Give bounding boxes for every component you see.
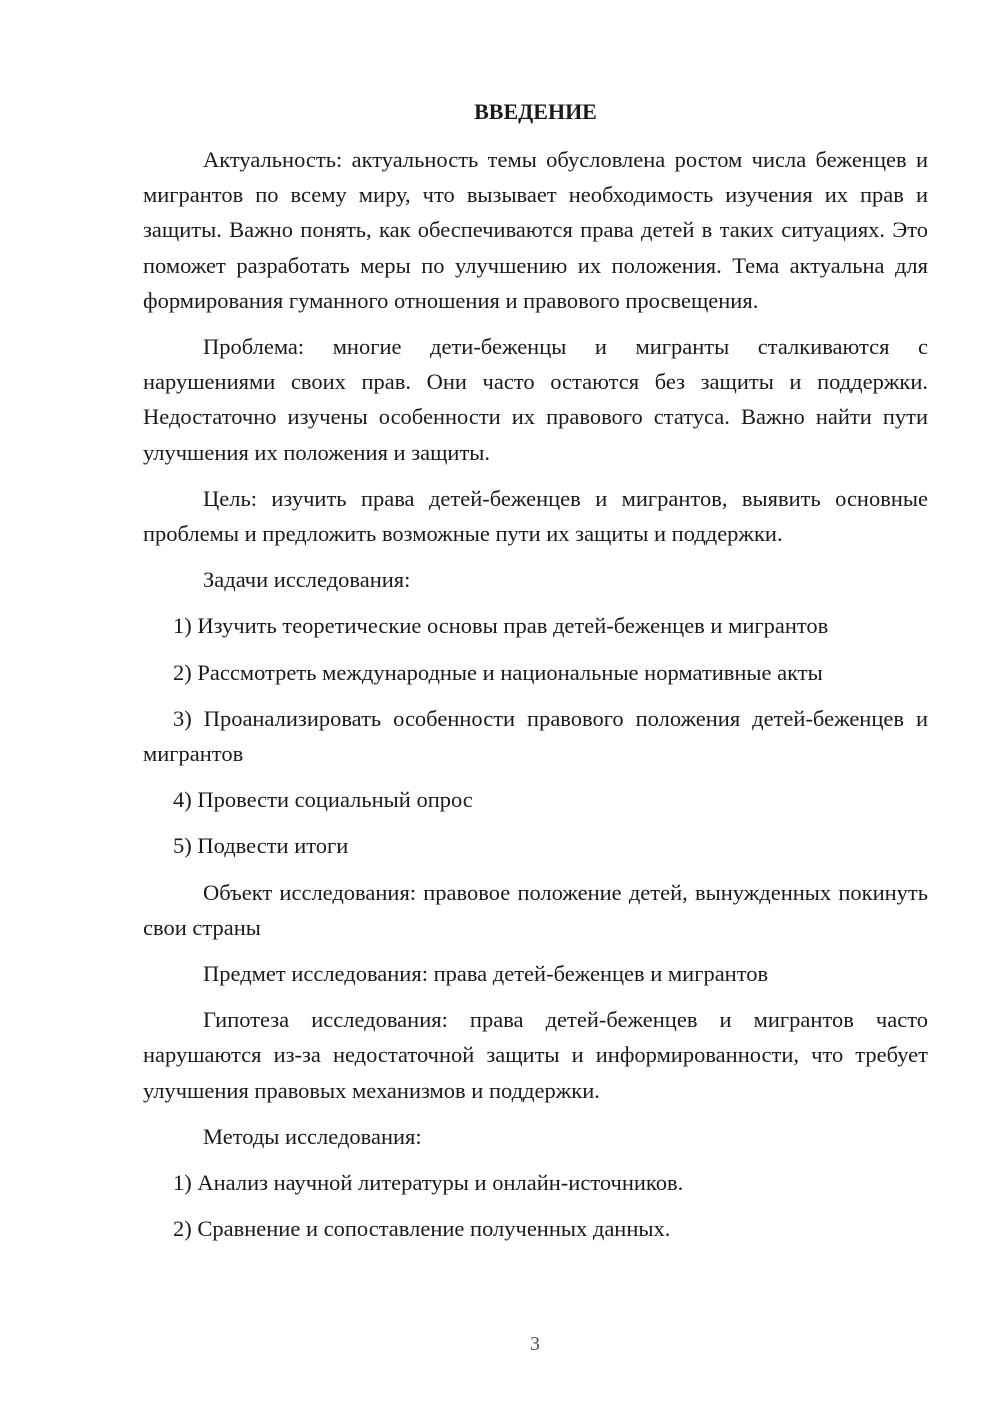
relevance-paragraph: Актуальность: актуальность темы обусловлена ростом числа беженцев и мигрантов по всему миру, что вызывает необходимость изучения их прав и защиты. Важно понять, как обеспечиваются права детей в таких ситуациях. Это поможет разработать меры по улучшению их положения. Тема актуальна для формирования гуманного отношения и правового просвещения. [143,147,928,313]
tasks-heading: Задачи исследования: [203,567,411,593]
page-number: 3 [530,1333,540,1355]
method-item-1: 1) Анализ научной литературы и онлайн-источников. [173,1170,684,1196]
page-content [143,95,928,1257]
task-item-2: 2) Рассмотреть международные и национальные нормативные акты [173,659,823,685]
task-item-3: 3) Проанализировать особенности правового положения детей-беженцев и мигрантов [143,705,928,767]
task-item-1: 1) Изучить теоретические основы прав детей-беженцев и мигрантов [173,613,829,639]
task-item-4: 4) Провести социальный опрос [173,787,473,813]
methods-heading: Методы исследования: [203,1123,422,1149]
object-paragraph: Объект исследования: правовое положение детей, вынужденных покинуть свои страны [143,879,928,940]
subject-paragraph: Предмет исследования: права детей-беженцев и мигрантов [203,961,769,987]
goal-paragraph: Цель: изучить права детей-беженцев и мигрантов, выявить основные проблемы и предложить возможные пути их защиты и поддержки. [143,485,928,547]
method-item-2: 2) Сравнение и сопоставление полученных данных. [173,1216,671,1242]
page-title: ВВЕДЕНИЕ [474,99,597,124]
task-item-5: 5) Подвести итоги [173,833,349,859]
hypothesis-paragraph: Гипотеза исследования: права детей-беженцев и мигрантов часто нарушаются из-за недостаточной защиты и информированности, что требует улучшения правовых механизмов и поддержки. [143,1007,928,1103]
problem-paragraph: Проблема: многие дети-беженцы и мигранты сталкиваются с нарушениями своих прав. Они часто остаются без защиты и поддержки. Недостаточно изучены особенности их правового статуса. Важно найти пути улучшения их положения и защиты. [143,334,928,465]
